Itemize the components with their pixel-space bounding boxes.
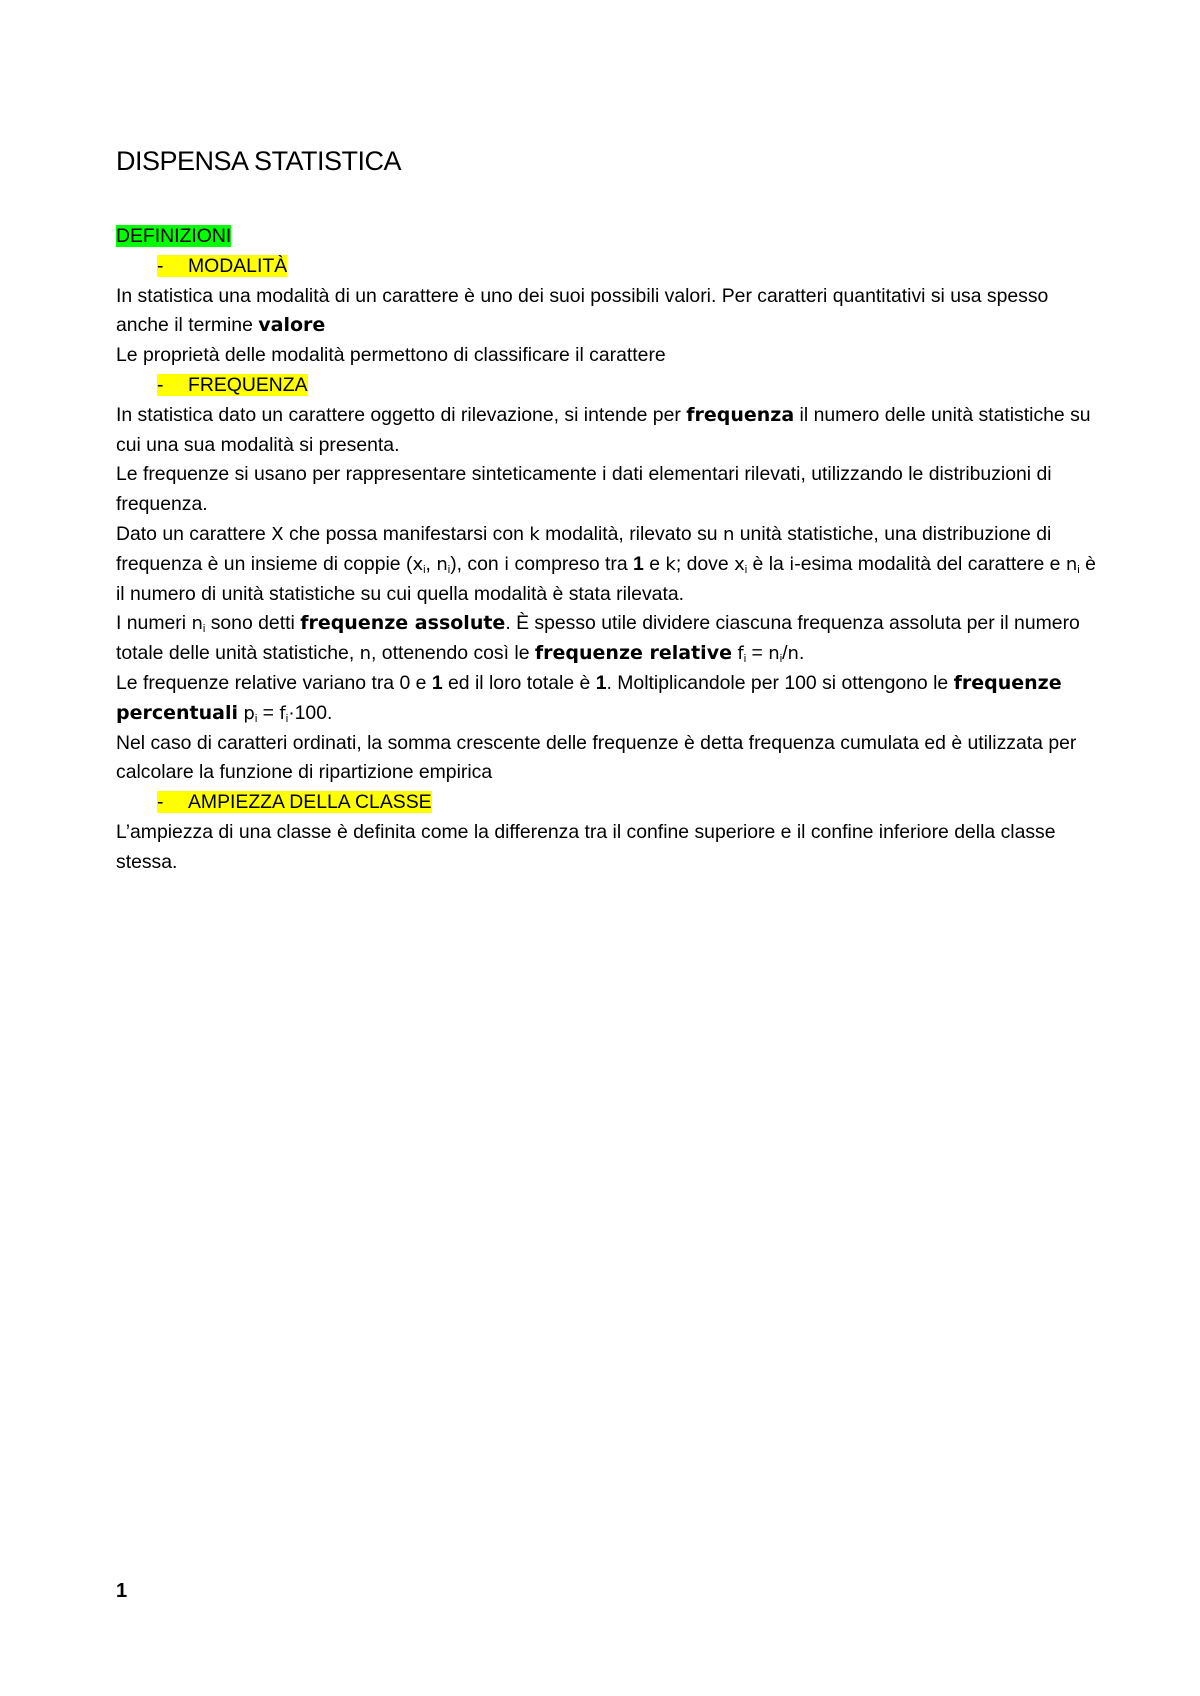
document-body: [116, 222, 1101, 878]
modalita-paragraph-1: In statistica una modalità di un carattere è uno dei suoi possibili valori. Per caratteri quantitativi si usa spesso anche il termine valore: [116, 284, 1049, 337]
page-title: DISPENSA STATISTICA: [116, 146, 402, 176]
frequenza-paragraph-3: Dato un carattere X che possa manifestarsi con k modalità, rilevato su n unità statistiche, una distribuzione di frequenza è un insieme di coppie ($x_i$, $n_i$), con i compreso tra 1 e k; dove $x_i$ è la i-esima modalità del carattere e $n_i$ è il numero di unità statistiche su cui quella modalità è stata rilevata.: [116, 522, 1096, 605]
bullet-ampiezza: - AMPIEZZA DELLA CLASSE: [157, 791, 432, 814]
frequenza-paragraph-1: In statistica dato un carattere oggetto di rilevazione, si intende per frequenza il numero delle unità statistiche su cui una sua modalità si presenta.: [116, 403, 1091, 456]
bullet-frequenza: - FREQUENZA: [157, 373, 308, 396]
frequenza-paragraph-4: I numeri $n_i$ sono detti frequenze assolute. È spesso utile dividere ciascuna frequenza assoluta per il numero totale delle unità statistiche, n, ottenendo così le frequenze relative $f_i = n_i/n$.: [116, 612, 1080, 666]
section-heading: DEFINIZIONI: [116, 225, 232, 247]
frequenza-paragraph-5: Le frequenze relative variano tra 0 e 1 ed il loro totale è 1. Moltiplicandole per 100 si ottengono le frequenze percentuali $p_i = f_i\cdot 100$.: [116, 671, 1062, 725]
page-number: 1: [116, 1580, 128, 1602]
modalita-paragraph-2: Le proprietà delle modalità permettono di classificare il carattere: [116, 344, 666, 367]
frequenza-paragraph-2: Le frequenze si usano per rappresentare sinteticamente i dati elementari rilevati, utilizzando le distribuzioni di frequenza.: [116, 463, 1052, 516]
ampiezza-paragraph-1: L’ampiezza di una classe è definita come la differenza tra il confine superiore e il confine inferiore della classe stessa.: [116, 820, 1056, 873]
frequenza-paragraph-6: Nel caso di caratteri ordinati, la somma crescente delle frequenze è detta frequenza cumulata ed è utilizzata per calcolare la funzione di ripartizione empirica: [116, 731, 1077, 784]
bullet-modalita: - MODALITÀ: [157, 254, 288, 277]
